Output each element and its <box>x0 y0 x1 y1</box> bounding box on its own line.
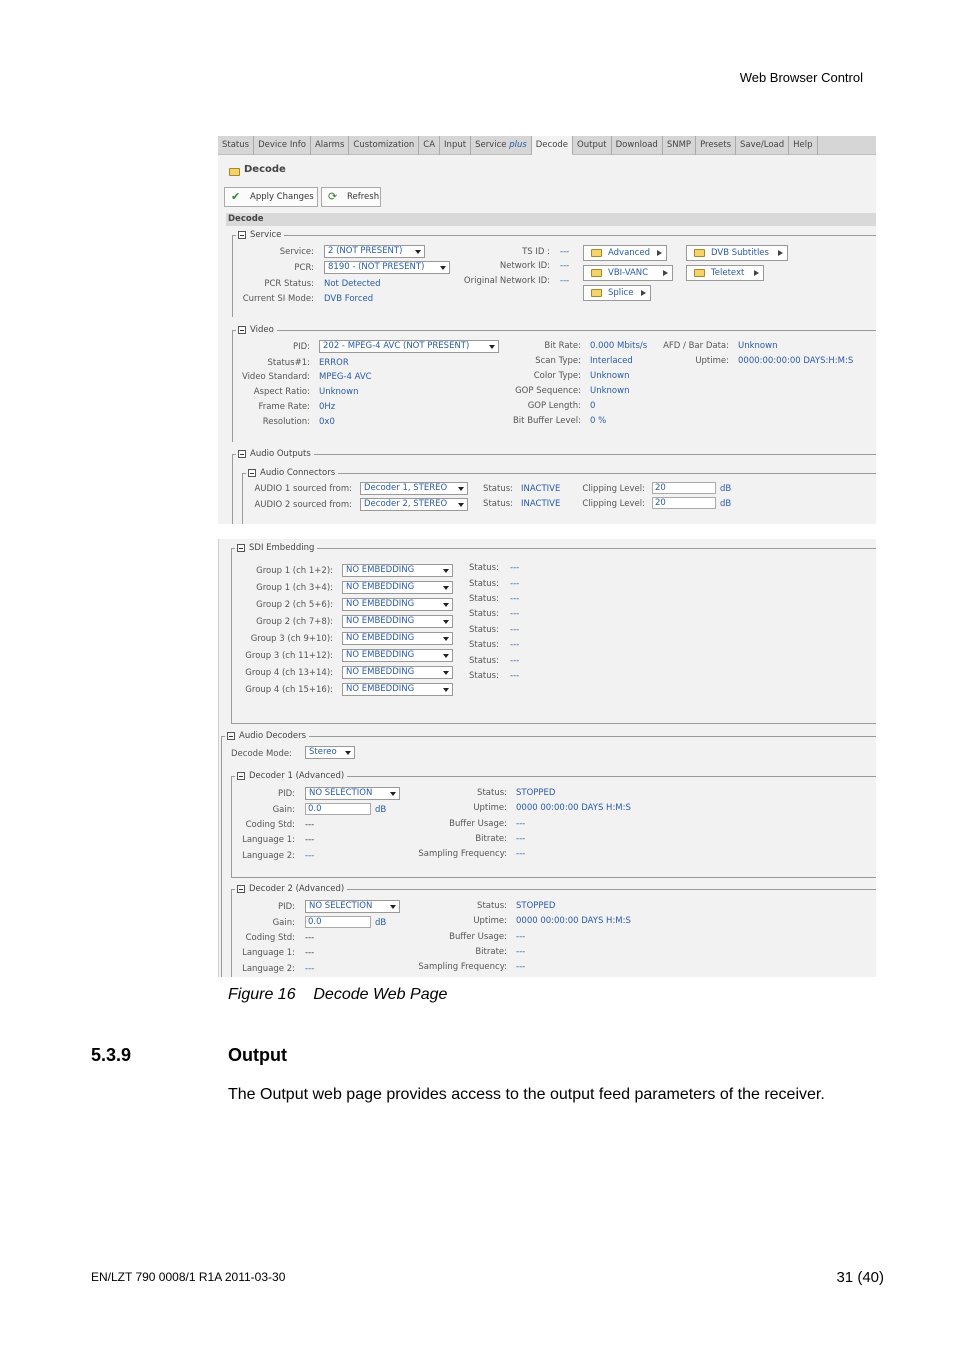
gop-length-label: GOP Length: <box>527 401 581 411</box>
audio2-status-value: INACTIVE <box>521 499 561 509</box>
dropdown-arrow-icon <box>415 250 421 254</box>
coding-std-value: --- <box>305 933 315 943</box>
folder-icon <box>229 168 240 176</box>
sdi-group-value: NO EMBEDDING <box>346 633 415 643</box>
sdi-embedding-legend <box>235 542 317 554</box>
decoder-uptime-label: Uptime: <box>473 916 507 926</box>
video-uptime-label: Uptime: <box>695 356 729 366</box>
sampling-frequency-label: Sampling Frequency: <box>418 962 507 972</box>
refresh-label: Refresh <box>347 192 380 202</box>
checkmark-icon: ✔ <box>231 190 241 203</box>
pcr-status-value: Not Detected <box>324 279 381 289</box>
sdi-group-value: NO EMBEDDING <box>346 582 415 592</box>
si-mode-value: DVB Forced <box>324 294 374 304</box>
network-id-label: Network ID: <box>499 261 550 271</box>
sdi-status-label: Status: <box>469 656 499 666</box>
decoder-gain-label: Gain: <box>272 918 295 928</box>
tab-download[interactable]: Download <box>612 136 663 155</box>
collapse-icon[interactable] <box>238 450 246 458</box>
ts-id-value: --- <box>560 247 570 257</box>
teletext-button[interactable] <box>686 265 764 281</box>
document-date: 2011-03-30 <box>224 1270 286 1284</box>
vbi-vanc-button[interactable] <box>583 265 673 281</box>
decoder-legend-text: Decoder 1 (Advanced) <box>249 771 345 781</box>
bit-rate-value: 0.000 Mbits/s <box>590 341 648 351</box>
sampling-frequency-label: Sampling Frequency: <box>418 849 507 859</box>
splice-button[interactable] <box>583 285 651 301</box>
sdi-group-label: Group 2 (ch 7+8): <box>256 617 333 627</box>
audio-connectors-legend-text: Audio Connectors <box>260 468 336 478</box>
original-network-id-label: Original Network ID: <box>463 276 550 286</box>
tab-presets[interactable]: Presets <box>696 136 736 155</box>
tab-decode[interactable]: Decode <box>532 136 573 155</box>
pcr-select-value: 8190 - (NOT PRESENT) <box>328 262 425 272</box>
coding-std-label: Coding Std: <box>245 933 295 943</box>
refresh-icon: ⟳ <box>328 190 338 203</box>
dropdown-arrow-icon <box>443 688 449 692</box>
dropdown-arrow-icon <box>390 905 396 909</box>
body-paragraph: The Output web page provides access to the output feed parameters of the receiver. <box>228 1086 825 1103</box>
arrow-right-icon <box>641 290 646 296</box>
service-legend <box>236 229 284 241</box>
vbi-vanc-label: VBI-VANC <box>608 268 649 278</box>
language2-label: Language 2: <box>242 964 295 974</box>
audio1-status-value: INACTIVE <box>521 484 561 494</box>
pcr-status-label: PCR Status: <box>264 279 314 289</box>
dropdown-arrow-icon <box>458 503 464 507</box>
sdi-group-value: NO EMBEDDING <box>346 616 415 626</box>
sdi-group-select[interactable] <box>342 564 453 577</box>
apply-changes-label: Apply Changes <box>250 192 314 202</box>
sdi-group-label: Group 3 (ch 9+10): <box>250 634 333 644</box>
sdi-status-value: --- <box>510 625 520 635</box>
sdi-status-value: --- <box>510 594 520 604</box>
collapse-icon[interactable] <box>238 231 246 239</box>
arrow-right-icon <box>754 270 759 276</box>
resolution-value: 0x0 <box>319 417 335 427</box>
language1-value: --- <box>305 835 315 845</box>
dropdown-arrow-icon <box>443 603 449 607</box>
sdi-group-select[interactable] <box>342 632 453 645</box>
decoder-status-label: Status: <box>477 901 507 911</box>
tab-customization[interactable]: Customization <box>349 136 419 155</box>
bitrate-value: --- <box>516 834 526 844</box>
footer-doc-id <box>91 1270 285 1284</box>
scan-type-label: Scan Type: <box>535 356 581 366</box>
decoder-gain-input[interactable]: 0.0 <box>305 916 371 928</box>
original-network-id-value: --- <box>560 276 570 286</box>
service-select-value: 2 (NOT PRESENT) <box>328 246 403 256</box>
decoder-pid-select[interactable] <box>305 900 400 913</box>
sampling-frequency-value: --- <box>516 849 526 859</box>
audio1-source-label: AUDIO 1 sourced from: <box>254 484 352 494</box>
aspect-ratio-label: Aspect Ratio: <box>253 387 310 397</box>
dropdown-arrow-icon <box>390 792 396 796</box>
apply-changes-button[interactable] <box>224 187 318 207</box>
audio1-clip-input[interactable]: 20 <box>652 482 716 494</box>
video-status-value: ERROR <box>319 358 349 368</box>
tab-ca[interactable]: CA <box>419 136 440 155</box>
video-standard-value: MPEG-4 AVC <box>319 372 372 382</box>
dvb-subtitles-label: DVB Subtitles <box>711 248 769 258</box>
sdi-status-label: Status: <box>469 671 499 681</box>
frame-rate-label: Frame Rate: <box>258 402 310 412</box>
video-uptime-value: 0000:00:00:00 DAYS:H:M:S <box>738 356 854 366</box>
decoder-gain-label: Gain: <box>272 805 295 815</box>
sdi-group-select[interactable] <box>342 581 453 594</box>
sdi-group-select[interactable] <box>342 598 453 611</box>
sdi-status-value: --- <box>510 579 520 589</box>
tab-service-label: Service <box>475 140 507 150</box>
sdi-group-select[interactable] <box>342 683 453 696</box>
folder-icon <box>591 249 602 257</box>
audio1-source-select[interactable] <box>360 482 468 495</box>
pcr-label: PCR: <box>294 263 314 273</box>
afd-label: AFD / Bar Data: <box>663 341 729 351</box>
refresh-button[interactable] <box>321 187 381 207</box>
audio2-source-select[interactable] <box>360 498 468 511</box>
section-number: 5.3.9 <box>91 1045 132 1065</box>
dropdown-arrow-icon <box>443 569 449 573</box>
decoder-gain-unit: dB <box>375 918 387 928</box>
collapse-icon[interactable] <box>238 326 246 334</box>
buffer-usage-value: --- <box>516 819 526 829</box>
language1-label: Language 1: <box>242 948 295 958</box>
tab-snmp[interactable]: SNMP <box>663 136 696 155</box>
sdi-status-value: --- <box>510 640 520 650</box>
video-pid-value: 202 - MPEG-4 AVC (NOT PRESENT) <box>323 341 470 351</box>
service-legend-text: Service <box>250 230 282 240</box>
sdi-status-label: Status: <box>469 625 499 635</box>
decoder-gain-unit: dB <box>375 805 387 815</box>
tab-output[interactable]: Output <box>573 136 612 155</box>
dropdown-arrow-icon <box>458 487 464 491</box>
tab-save-load[interactable]: Save/Load <box>736 136 789 155</box>
teletext-label: Teletext <box>711 268 745 278</box>
tab-input[interactable]: Input <box>440 136 471 155</box>
sdi-status-label: Status: <box>469 640 499 650</box>
pcr-select[interactable] <box>324 261 450 274</box>
sdi-group-label: Group 4 (ch 15+16): <box>245 685 333 695</box>
audio2-status-label: Status: <box>483 499 513 509</box>
gop-sequence-label: GOP Sequence: <box>515 386 581 396</box>
sdi-group-select[interactable] <box>342 649 453 662</box>
language2-label: Language 2: <box>242 851 295 861</box>
tab-service-suffix: plus <box>509 140 527 150</box>
page-title: Decode <box>244 164 286 175</box>
sdi-status-value: --- <box>510 609 520 619</box>
sdi-embedding-legend-text: SDI Embedding <box>249 543 315 553</box>
dropdown-arrow-icon <box>489 345 495 349</box>
decoder-pid-label: PID: <box>277 902 295 912</box>
sdi-status-label: Status: <box>469 563 499 573</box>
service-label: Service: <box>279 247 314 257</box>
sdi-group-value: NO EMBEDDING <box>346 599 415 609</box>
sdi-status-value: --- <box>510 563 520 573</box>
bit-buffer-value: 0 % <box>590 416 607 426</box>
collapse-icon[interactable] <box>237 544 245 552</box>
decoder-pid-value: NO SELECTION <box>309 788 373 798</box>
decode-screenshot-top <box>218 136 876 524</box>
buffer-usage-label: Buffer Usage: <box>449 932 507 942</box>
audio1-source-value: Decoder 1, STEREO <box>364 483 448 493</box>
sdi-group-label: Group 1 (ch 3+4): <box>256 583 333 593</box>
audio-outputs-legend-text: Audio Outputs <box>250 449 311 459</box>
running-head: Web Browser Control <box>739 70 863 85</box>
decoder-pid-label: PID: <box>277 789 295 799</box>
dropdown-arrow-icon <box>440 266 446 270</box>
collapse-icon[interactable] <box>237 885 245 893</box>
collapse-icon[interactable] <box>237 772 245 780</box>
network-id-value: --- <box>560 261 570 271</box>
bitrate-label: Bitrate: <box>475 834 507 844</box>
si-mode-label: Current SI Mode: <box>242 294 314 304</box>
collapse-icon[interactable] <box>248 469 256 477</box>
decoder-uptime-value: 0000 00:00:00 DAYS H:M:S <box>516 916 631 926</box>
decode-mode-value: Stereo <box>309 747 337 757</box>
decoder-gain-input[interactable]: 0.0 <box>305 803 371 815</box>
sdi-group-label: Group 1 (ch 1+2): <box>256 566 333 576</box>
decode-mode-select[interactable] <box>305 746 355 759</box>
video-standard-label: Video Standard: <box>241 372 310 382</box>
dropdown-arrow-icon <box>443 637 449 641</box>
audio2-clip-input[interactable]: 20 <box>652 497 716 509</box>
buffer-usage-label: Buffer Usage: <box>449 819 507 829</box>
audio-decoders-legend <box>225 730 309 742</box>
sdi-group-label: Group 2 (ch 5+6): <box>256 600 333 610</box>
decoder-legend-text: Decoder 2 (Advanced) <box>249 884 345 894</box>
dropdown-arrow-icon <box>443 671 449 675</box>
service-select[interactable] <box>324 245 425 258</box>
video-legend <box>236 324 277 336</box>
decoder-legend <box>235 883 347 895</box>
decoder-status-value: STOPPED <box>516 901 556 911</box>
language1-value: --- <box>305 948 315 958</box>
color-type-value: Unknown <box>590 371 630 381</box>
decoder-status-value: STOPPED <box>516 788 556 798</box>
video-pid-label: PID: <box>292 342 310 352</box>
bitrate-value: --- <box>516 947 526 957</box>
tab-device-info[interactable]: Device Info <box>254 136 311 155</box>
sampling-frequency-value: --- <box>516 962 526 972</box>
video-legend-text: Video <box>250 325 274 335</box>
folder-icon <box>694 249 705 257</box>
video-pid-select[interactable] <box>319 340 499 353</box>
tab-alarms[interactable]: Alarms <box>311 136 349 155</box>
bitrate-label: Bitrate: <box>475 947 507 957</box>
language2-value: --- <box>305 851 315 861</box>
sdi-status-value: --- <box>510 656 520 666</box>
folder-icon <box>591 289 602 297</box>
dropdown-arrow-icon <box>443 620 449 624</box>
folder-icon <box>694 269 705 277</box>
sdi-group-value: NO EMBEDDING <box>346 650 415 660</box>
afd-value: Unknown <box>738 341 778 351</box>
decoder-uptime-label: Uptime: <box>473 803 507 813</box>
page-number: 31 (40) <box>836 1269 884 1286</box>
sdi-group-value: NO EMBEDDING <box>346 565 415 575</box>
audio-connectors-legend <box>246 467 338 479</box>
audio1-clip-label: Clipping Level: <box>582 484 645 494</box>
decoder-uptime-value: 0000 00:00:00 DAYS H:M:S <box>516 803 631 813</box>
dropdown-arrow-icon <box>443 654 449 658</box>
language1-label: Language 1: <box>242 835 295 845</box>
advanced-button[interactable] <box>583 245 667 261</box>
coding-std-value: --- <box>305 820 315 830</box>
decode-mode-label: Decode Mode: <box>231 749 292 759</box>
sdi-group-value: NO EMBEDDING <box>346 684 415 694</box>
audio-decoders-legend-text: Audio Decoders <box>239 731 307 741</box>
buffer-usage-value: --- <box>516 932 526 942</box>
bit-rate-label: Bit Rate: <box>544 341 581 351</box>
audio2-source-label: AUDIO 2 sourced from: <box>254 500 352 510</box>
audio2-clip-label: Clipping Level: <box>582 499 645 509</box>
figure-caption: Figure 16 Decode Web Page <box>228 986 448 1003</box>
audio1-clip-unit: dB <box>720 484 732 494</box>
coding-std-label: Coding Std: <box>245 820 295 830</box>
sdi-group-value: NO EMBEDDING <box>346 667 415 677</box>
sdi-group-label: Group 3 (ch 11+12): <box>245 651 333 661</box>
resolution-label: Resolution: <box>262 417 310 427</box>
dvb-subtitles-button[interactable] <box>686 245 788 261</box>
frame-rate-value: 0Hz <box>319 402 336 412</box>
scan-type-value: Interlaced <box>590 356 633 366</box>
decoder-pid-value: NO SELECTION <box>309 901 373 911</box>
audio1-status-label: Status: <box>483 484 513 494</box>
audio2-source-value: Decoder 2, STEREO <box>364 499 448 509</box>
decode-section-bar: Decode <box>226 213 876 226</box>
decoder-pid-select[interactable] <box>305 787 400 800</box>
tab-status[interactable]: Status <box>218 136 254 155</box>
section-title: Output <box>228 1045 287 1065</box>
ts-id-label: TS ID : <box>522 247 550 257</box>
tab-help[interactable]: Help <box>789 136 817 155</box>
video-status-label: Status#1: <box>267 358 310 368</box>
audio-outputs-legend <box>236 448 314 460</box>
gop-length-value: 0 <box>590 401 596 411</box>
folder-icon <box>591 269 602 277</box>
sdi-group-select[interactable] <box>342 666 453 679</box>
decoder-status-label: Status: <box>477 788 507 798</box>
dropdown-arrow-icon <box>443 586 449 590</box>
color-type-label: Color Type: <box>533 371 581 381</box>
arrow-right-icon <box>663 270 668 276</box>
decoder-legend <box>235 770 347 782</box>
splice-label: Splice <box>608 288 634 298</box>
gop-sequence-value: Unknown <box>590 386 630 396</box>
sdi-status-label: Status: <box>469 594 499 604</box>
tab-bar <box>218 136 876 155</box>
sdi-status-label: Status: <box>469 579 499 589</box>
audio2-clip-unit: dB <box>720 499 732 509</box>
decode-screenshot-bottom <box>218 539 876 977</box>
tab-service-plus[interactable] <box>471 136 532 155</box>
collapse-icon[interactable] <box>227 732 235 740</box>
sdi-group-select[interactable] <box>342 615 453 628</box>
dropdown-arrow-icon <box>345 751 351 755</box>
arrow-right-icon <box>778 250 783 256</box>
aspect-ratio-value: Unknown <box>319 387 359 397</box>
language2-value: --- <box>305 964 315 974</box>
bit-buffer-label: Bit Buffer Level: <box>512 416 581 426</box>
document-number: EN/LZT 790 0008/1 R1A <box>91 1270 222 1284</box>
sdi-group-label: Group 4 (ch 13+14): <box>245 668 333 678</box>
sdi-status-label: Status: <box>469 609 499 619</box>
sdi-status-value: --- <box>510 671 520 681</box>
arrow-right-icon <box>657 250 662 256</box>
advanced-label: Advanced <box>608 248 650 258</box>
